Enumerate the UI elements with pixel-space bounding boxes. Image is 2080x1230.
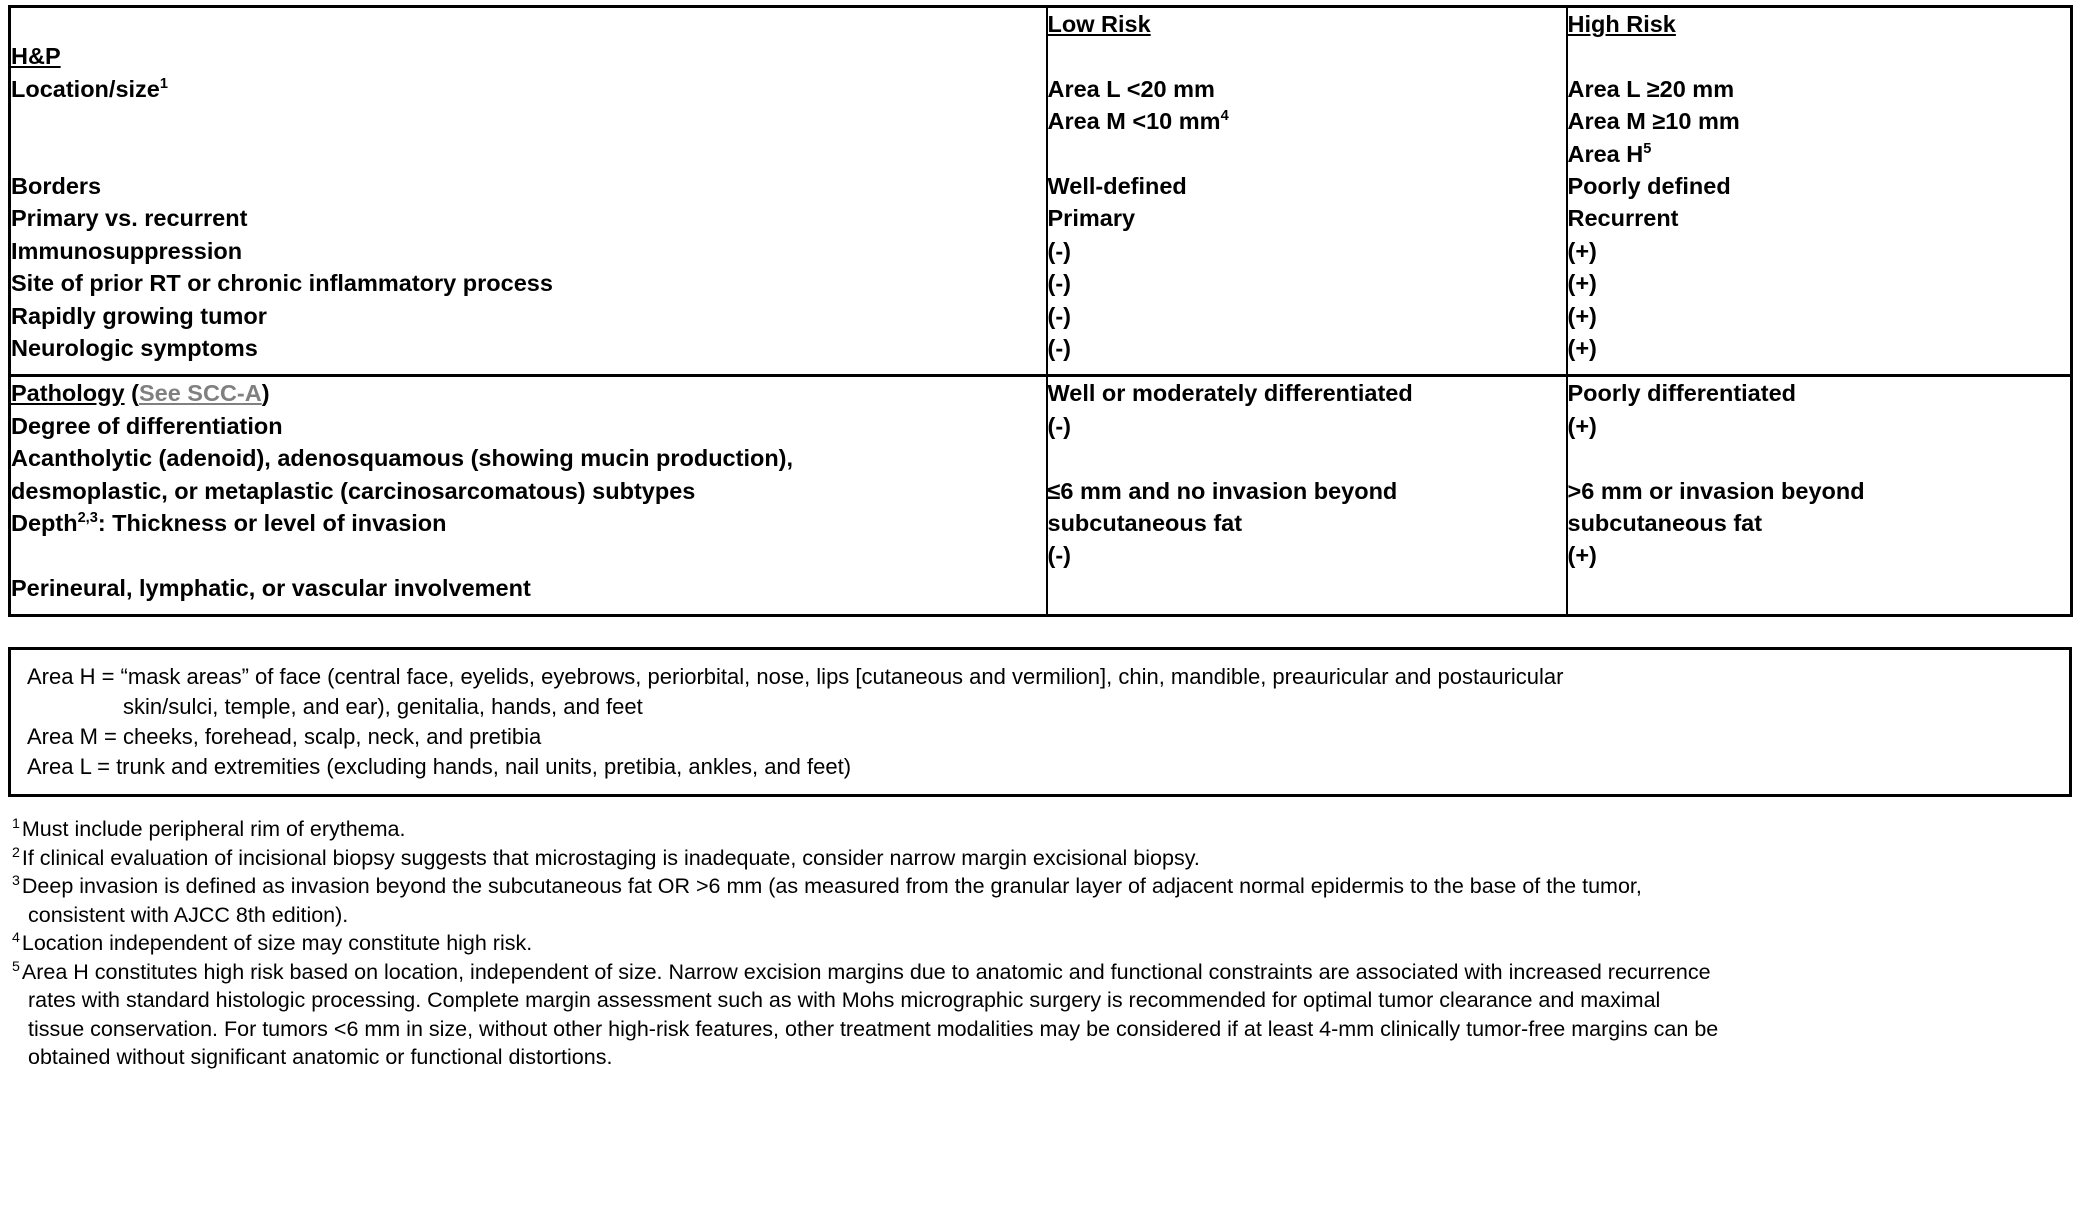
- area-definition-h-line2: skin/sulci, temple, and ear), genitalia, hands, and feet: [123, 694, 643, 720]
- pathology-factor-cell: [10, 376, 1047, 616]
- high-rapidly-growing-tumor: (+): [1567, 302, 1597, 329]
- footnote-5-line-3: tissue conservation. For tumors <6 mm in size, without other high-risk features, other treatment modalities may be considered if at least 4-mm clinically tumor-free margins can be: [28, 1016, 1719, 1041]
- pathology-low-risk-cell: [1047, 376, 1567, 616]
- low-primary-vs-recurrent: Primary: [1047, 205, 1136, 232]
- footnote-1-line-1: Must include peripheral rim of erythema.: [21, 817, 406, 842]
- factor-prior-rt: Site of prior RT or chronic inflammatory process: [11, 270, 553, 297]
- high-subtypes: (+): [1567, 412, 1597, 439]
- pathology-depth-spacer: [11, 539, 1046, 571]
- low-degree-of-differentiation: Well or moderately differentiated: [1047, 380, 1413, 407]
- factor-neurologic-symptoms: Neurologic symptoms: [11, 335, 258, 362]
- footnote-5-number: 5: [12, 958, 20, 975]
- footnote-2: [12, 844, 2072, 873]
- area-definition-m: Area M = cheeks, forehead, scalp, neck, and pretibia: [27, 724, 542, 750]
- hp-high-risk-cell: [1567, 7, 2072, 376]
- high-borders: Poorly defined: [1567, 173, 1731, 200]
- pathology-high-spacer: [1568, 442, 2071, 474]
- pathology-high-risk-cell: [1567, 376, 2072, 616]
- footnote-3-number: 3: [12, 873, 20, 890]
- low-subtypes: (-): [1047, 412, 1071, 439]
- factor-borders: Borders: [11, 172, 102, 199]
- column-header-low-risk: Low Risk: [1047, 11, 1151, 37]
- pathology-paren-close: ): [261, 380, 270, 407]
- low-rapidly-growing-tumor: (-): [1047, 302, 1071, 329]
- low-prior-rt: (-): [1047, 270, 1071, 297]
- factor-depth-label: Depth: [11, 510, 78, 537]
- pathology-low-spacer: [1048, 442, 1566, 474]
- high-neurologic-symptoms: (+): [1567, 335, 1597, 362]
- factor-depth: [11, 507, 1046, 539]
- table-section-pathology: [10, 376, 2072, 616]
- factor-location-size-label: Location/size: [11, 75, 160, 102]
- area-definition-l: Area L = trunk and extremities (excluding hands, nail units, pretibia, ankles, and feet): [27, 754, 852, 780]
- factor-perineural-lymphatic-vascular: Perineural, lymphatic, or vascular involvement: [11, 574, 531, 601]
- footnote-4: [12, 929, 2072, 958]
- high-depth-line2: subcutaneous fat: [1567, 510, 1763, 537]
- footnote-4-number: 4: [12, 930, 20, 947]
- section-title-pathology-label: Pathology: [11, 380, 125, 407]
- high-depth-line1: >6 mm or invasion beyond: [1567, 477, 1865, 504]
- footnote-3-line-1: Deep invasion is defined as invasion beyond the subcutaneous fat OR >6 mm (as measured from the granular layer of adjacent normal epidermis to the base of the tumor,: [21, 874, 1642, 899]
- high-immunosuppression: (+): [1567, 237, 1597, 264]
- high-prior-rt: (+): [1567, 270, 1597, 297]
- hp-low-risk-cell: [1047, 7, 1567, 376]
- low-borders: Well-defined: [1047, 173, 1187, 199]
- footnote-5-line-1: Area H constitutes high risk based on location, independent of size. Narrow excision margins due to anatomic and functional constraints are associated with increased recurrence: [21, 959, 1711, 984]
- column-header-high-risk: High Risk: [1567, 11, 1676, 37]
- factor-depth-footnote-ref: 2,3: [77, 510, 98, 527]
- footnote-5-line-2: rates with standard histologic processing. Complete margin assessment such as with Mohs micrographic surgery is recommended for optimal tumor clearance and maximal: [28, 988, 1661, 1013]
- factor-primary-vs-recurrent: Primary vs. recurrent: [11, 205, 248, 232]
- pathology-factor-bottom-spacer: [11, 604, 1046, 614]
- hp-row1-spacer-a: [11, 105, 1046, 137]
- low-location-size-line2: [1048, 105, 1566, 137]
- footnote-3: [12, 872, 2072, 929]
- footnote-1-number: 1: [12, 816, 20, 833]
- footnote-5: [12, 958, 2072, 1072]
- high-degree-of-differentiation: Poorly differentiated: [1567, 380, 1797, 407]
- hp-low-spacer-a: [1048, 40, 1566, 72]
- high-location-size-footnote-ref: 5: [1643, 140, 1652, 157]
- factor-rapidly-growing-tumor: Rapidly growing tumor: [11, 302, 267, 329]
- factor-subtypes-line2: desmoplastic, or metaplastic (carcinosarcomatous) subtypes: [11, 477, 696, 504]
- low-location-size-line2-text: Area M <10 mm: [1047, 108, 1221, 135]
- pathology-paren-open: (: [124, 380, 139, 407]
- low-location-size-line1: Area L <20 mm: [1047, 75, 1215, 102]
- factor-immunosuppression: Immunosuppression: [11, 237, 243, 264]
- footnote-2-number: 2: [12, 844, 20, 861]
- low-immunosuppression: (-): [1047, 237, 1071, 264]
- section-title-pathology: [11, 377, 1046, 409]
- footnote-4-line-1: Location independent of size may constitute high risk.: [21, 931, 533, 956]
- area-definition-h-line1: Area H = “mask areas” of face (central face, eyelids, eyebrows, periorbital, nose, lips [cutaneous and vermilion], chin, mandible, preauricular and postauricular: [27, 664, 1564, 690]
- footnotes-list: [8, 815, 2072, 1072]
- section-title-hp: H&P: [11, 43, 61, 70]
- high-location-size-line3: [1568, 138, 2071, 170]
- high-primary-vs-recurrent: Recurrent: [1567, 205, 1679, 232]
- high-location-size-line3-text: Area H: [1567, 140, 1644, 167]
- low-depth-line2: subcutaneous fat: [1047, 510, 1243, 537]
- footnote-2-line-1: If clinical evaluation of incisional biopsy suggests that microstaging is inadequate, consider narrow margin excisional biopsy.: [21, 845, 1200, 870]
- low-depth-line1: ≤6 mm and no invasion beyond: [1047, 477, 1398, 504]
- factor-subtypes-line1: Acantholytic (adenoid), adenosquamous (showing mucin production),: [11, 445, 794, 472]
- high-location-size-line2: Area M ≥10 mm: [1567, 108, 1740, 135]
- footnote-3-line-2: consistent with AJCC 8th edition).: [28, 902, 349, 927]
- factor-location-size-footnote-ref: 1: [159, 75, 168, 92]
- hp-factor-top-spacer: [11, 8, 1046, 40]
- high-location-size-line1: Area L ≥20 mm: [1567, 75, 1735, 102]
- table-section-hp: [10, 7, 2072, 376]
- low-location-size-footnote-ref: 4: [1220, 108, 1229, 125]
- high-perineural-lymphatic-vascular: (+): [1567, 542, 1597, 569]
- link-see-scc-a[interactable]: See SCC-A: [138, 380, 262, 407]
- factor-location-size: [11, 73, 1046, 105]
- footnote-1: [12, 815, 2072, 844]
- risk-stratification-table: [8, 5, 2073, 617]
- factor-degree-of-differentiation: Degree of differentiation: [11, 412, 283, 439]
- hp-low-spacer-b: [1048, 138, 1566, 170]
- hp-factor-cell: [10, 7, 1047, 376]
- hp-high-spacer-a: [1568, 40, 2071, 72]
- factor-depth-suffix: : Thickness or level of invasion: [97, 510, 447, 537]
- hp-factor-bottom-spacer: [11, 364, 1046, 374]
- hp-row1-spacer-b: [11, 138, 1046, 170]
- low-neurologic-symptoms: (-): [1047, 335, 1071, 362]
- footnote-5-line-4: obtained without significant anatomic or functional distortions.: [28, 1045, 613, 1070]
- low-perineural-lymphatic-vascular: (-): [1047, 542, 1071, 569]
- area-definitions-box: [8, 647, 2072, 797]
